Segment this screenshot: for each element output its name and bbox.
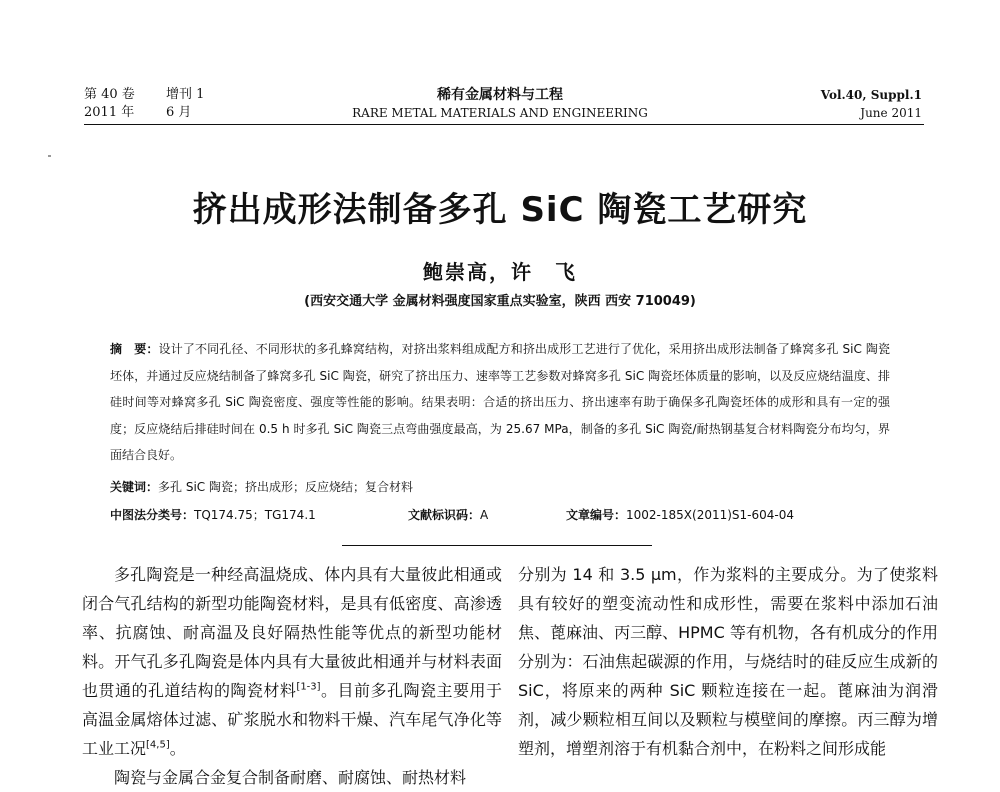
article-number-value: 1002-185X(2011)S1-604-04 xyxy=(626,508,794,522)
doc-code xyxy=(408,506,488,523)
journal-name-cn: 稀有金属材料与工程 xyxy=(437,87,563,103)
running-header-right xyxy=(821,86,922,122)
body-paragraph xyxy=(82,560,502,763)
scan-speck xyxy=(48,155,51,157)
article-number-label: 文章编号： xyxy=(566,508,627,522)
keywords-label: 关键词： xyxy=(110,480,159,494)
volume-en: Vol.40, Suppl.1 xyxy=(820,88,922,102)
article-number xyxy=(566,506,794,523)
volume-cn: 第 40 卷 xyxy=(84,87,135,102)
keywords-text: 多孔 SiC 陶瓷；挤出成形；反应烧结；复合材料 xyxy=(158,480,413,494)
body-column-right xyxy=(518,560,938,763)
header-rule xyxy=(84,124,924,125)
citation: [4,5] xyxy=(146,739,170,751)
keywords xyxy=(110,478,890,495)
section-separator xyxy=(342,545,652,546)
date-en: June 2011 xyxy=(860,106,922,120)
abstract-label: 摘 要： xyxy=(110,342,159,356)
month-cn: 6 月 xyxy=(166,105,192,120)
journal-name-en: RARE METAL MATERIALS AND ENGINEERING xyxy=(352,106,648,120)
body-column-left xyxy=(82,560,502,792)
clc-value: TQ174.75；TG174.1 xyxy=(194,508,316,522)
clc-label: 中图法分类号： xyxy=(110,508,195,522)
body-text: 。 xyxy=(169,739,186,758)
body-text: 多孔陶瓷是一种经高温烧成、体内具有大量彼此相通或闭合气孔结构的新型功能陶瓷材料，是具有低密度、高渗透率、抗腐蚀、耐高温及良好隔热性能等优点的新型功能材料。开气孔多孔陶瓷是体内具有大量彼此相通并与材料表面也贯通的孔道结构的陶瓷材料 xyxy=(82,565,502,700)
issue-cn: 增刊 1 xyxy=(166,87,205,102)
article-authors: 鲍崇高，许 飞 xyxy=(423,260,577,284)
doc-code-value: A xyxy=(480,508,489,522)
body-text: 。目前多孔陶瓷主要用于高温金属熔体过滤、矿浆脱水和物料干燥、汽车尾气净化等工业工况 xyxy=(82,681,502,758)
body-paragraph: 陶瓷与金属合金复合制备耐磨、耐腐蚀、耐热材料 xyxy=(114,768,467,787)
clc-code xyxy=(110,506,316,523)
doc-code-label: 文献标识码： xyxy=(408,508,481,522)
body-paragraph: 分别为 14 和 3.5 μm，作为浆料的主要成分。为了使浆料具有较好的塑变流动性和成形性，需要在浆料中添加石油焦、蓖麻油、丙三醇、HPMC 等有机物，各有机成分的作用分别为：石油焦起碳源的作用，与烧结时的硅反应生成新的 SiC，将原来的两种 SiC 颗粒连接在一起。蓖麻油为润滑剂，减少颗粒相互间以及颗粒与模壁间的摩擦。丙三醇为增塑剂，增塑剂溶于有机黏合剂中，在粉料之间形成能 xyxy=(518,565,938,758)
year-cn: 2011 年 xyxy=(84,105,135,120)
abstract-text: 设计了不同孔径、不同形状的多孔蜂窝结构，对挤出浆料组成配方和挤出成形工艺进行了优化，采用挤出成形法制备了蜂窝多孔 SiC 陶瓷坯体，并通过反应烧结制备了蜂窝多孔 SiC 陶瓷，研究了挤出压力、速率等工艺参数对蜂窝多孔 SiC 陶瓷坯体质量的影响，以及反应烧结温度、排硅时间等对蜂窝多孔 SiC 陶瓷密度、强度等性能的影响。结果表明：合适的挤出压力、挤出速率有助于确保多孔陶瓷坯体的成形和具有一定的强度；反应烧结后排硅时间在 0.5 h 时多孔 SiC 陶瓷三点弯曲强度最高，为 25.67 MPa，制备的多孔 SiC 陶瓷/耐热钢基复合材料陶瓷分布均匀，界面结合良好。 xyxy=(110,342,890,462)
article-affiliation: (西安交通大学 金属材料强度国家重点实验室，陕西 西安 710049) xyxy=(304,294,696,309)
article-title: 挤出成形法制备多孔 SiC 陶瓷工艺研究 xyxy=(192,190,808,230)
citation: [1-3] xyxy=(296,681,321,693)
abstract xyxy=(110,336,890,469)
